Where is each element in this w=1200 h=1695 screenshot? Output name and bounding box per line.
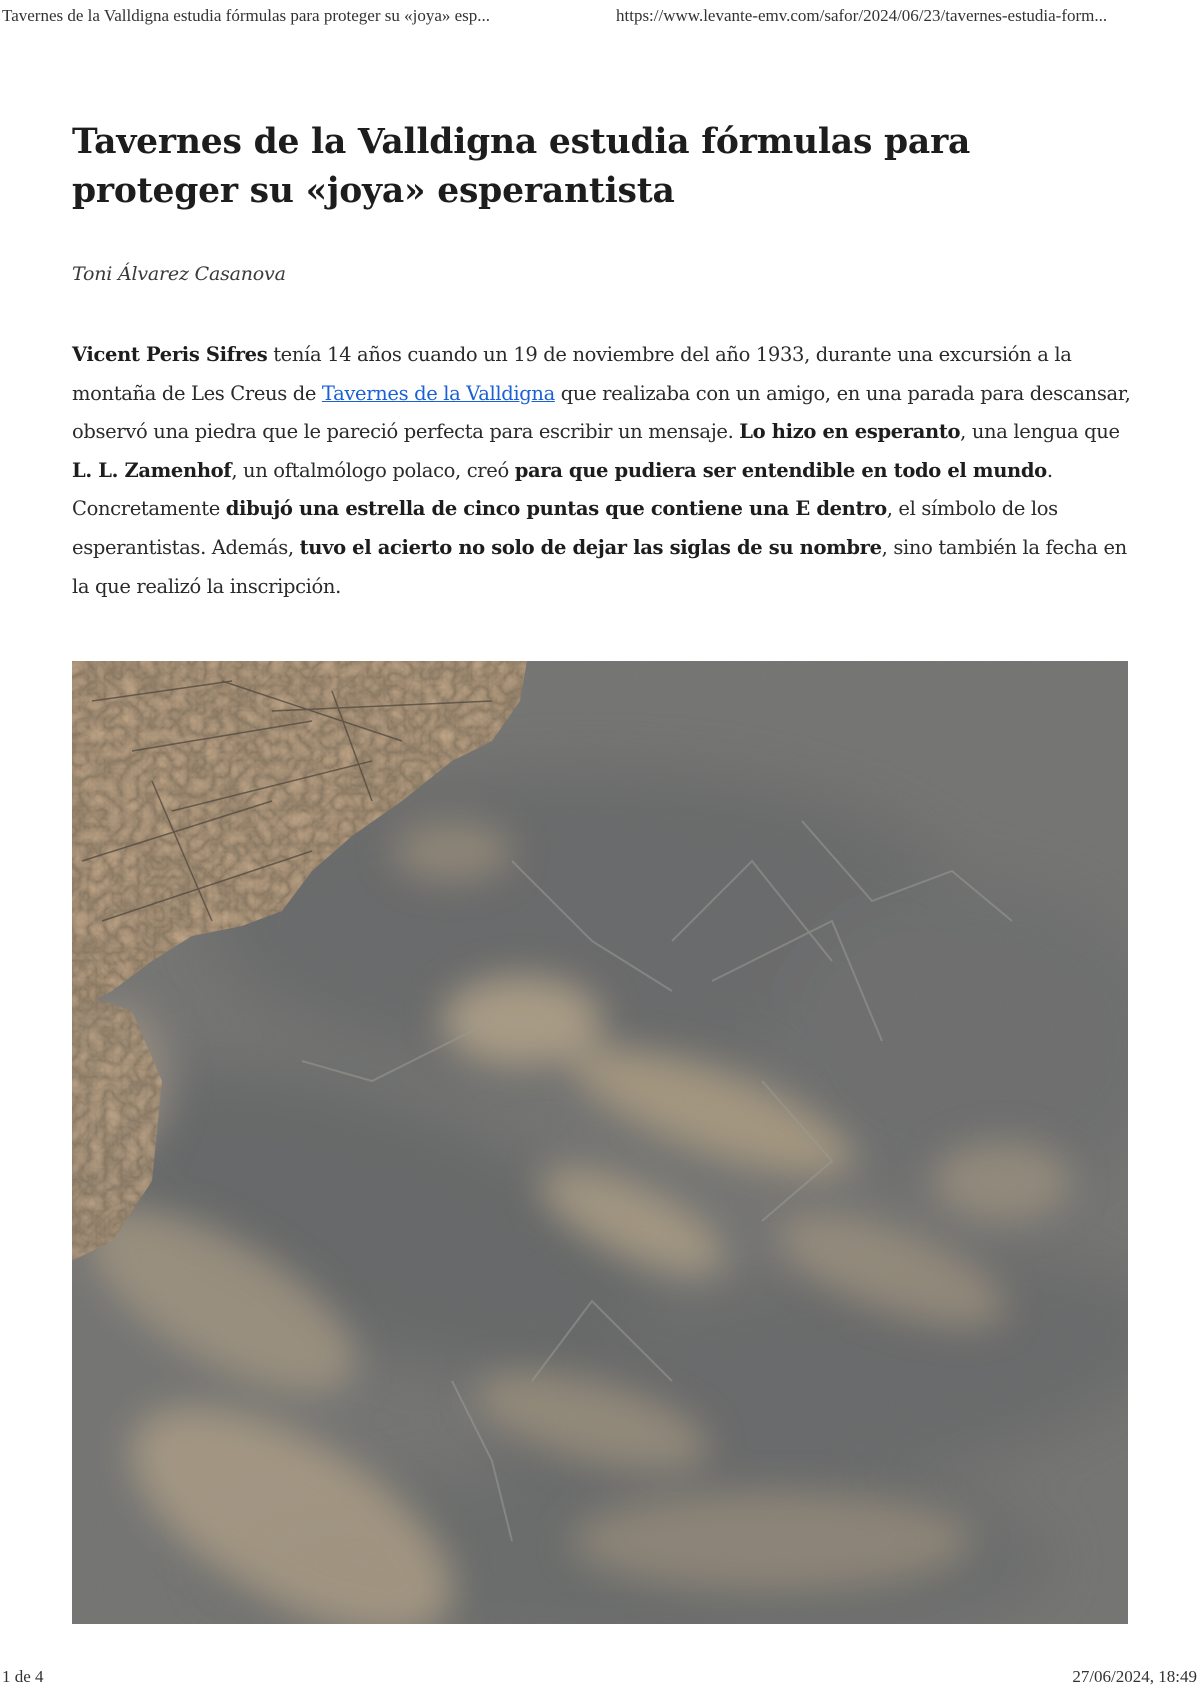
article-paragraph xyxy=(72,336,1132,606)
print-header xyxy=(0,6,1200,28)
text-run: . Concretamente xyxy=(72,458,1053,521)
print-header-title: Tavernes de la Valldigna estudia fórmulas para proteger su «joya» esp... xyxy=(2,6,491,25)
print-header-url: https://www.levante-emv.com/safor/2024/06/23/tavernes-estudia-form... xyxy=(616,6,1108,25)
tavernes-link[interactable]: Tavernes de la Valldigna xyxy=(321,381,555,405)
text-run: tenía 14 años cuando un 19 de noviembre del año 1933, durante una excursión a la montaña de Les Creus de xyxy=(72,343,1072,405)
article-photo xyxy=(72,661,1128,1624)
text-run: , una lengua que xyxy=(960,420,1120,444)
bold-phrase: Vicent Peris Sifres xyxy=(72,343,268,366)
bold-phrase: para que pudiera ser entendible en todo el mundo xyxy=(514,458,1047,482)
rock-inscription-image xyxy=(72,661,1128,1624)
bold-phrase: Lo hizo en esperanto xyxy=(739,420,961,444)
article-headline: Tavernes de la Valldigna estudia fórmulas para proteger su «joya» esperantista xyxy=(72,122,971,211)
text-run: que realizaba con un amigo, en una parada para descansar, observó una piedra que le pareció perfecta para escribir un mensaje. xyxy=(72,381,1131,444)
text-run: , sino también la fecha en la que realizó la inscripción. xyxy=(72,535,1127,598)
bold-phrase: dibujó una estrella de cinco puntas que contiene una E dentro xyxy=(225,497,887,521)
print-datetime: 27/06/2024, 18:49 xyxy=(1072,1667,1197,1686)
bold-phrase: L. L. Zamenhof xyxy=(72,458,232,482)
print-footer xyxy=(0,1667,1200,1689)
page-number: 1 de 4 xyxy=(2,1667,44,1686)
article-byline: Toni Álvarez Casanova xyxy=(72,263,286,285)
text-run: , un oftalmólogo polaco, creó xyxy=(231,458,515,482)
text-run: , el símbolo de los esperantistas. Además, xyxy=(72,497,1058,559)
bold-phrase: tuvo el acierto no solo de dejar las siglas de su nombre xyxy=(299,535,882,559)
